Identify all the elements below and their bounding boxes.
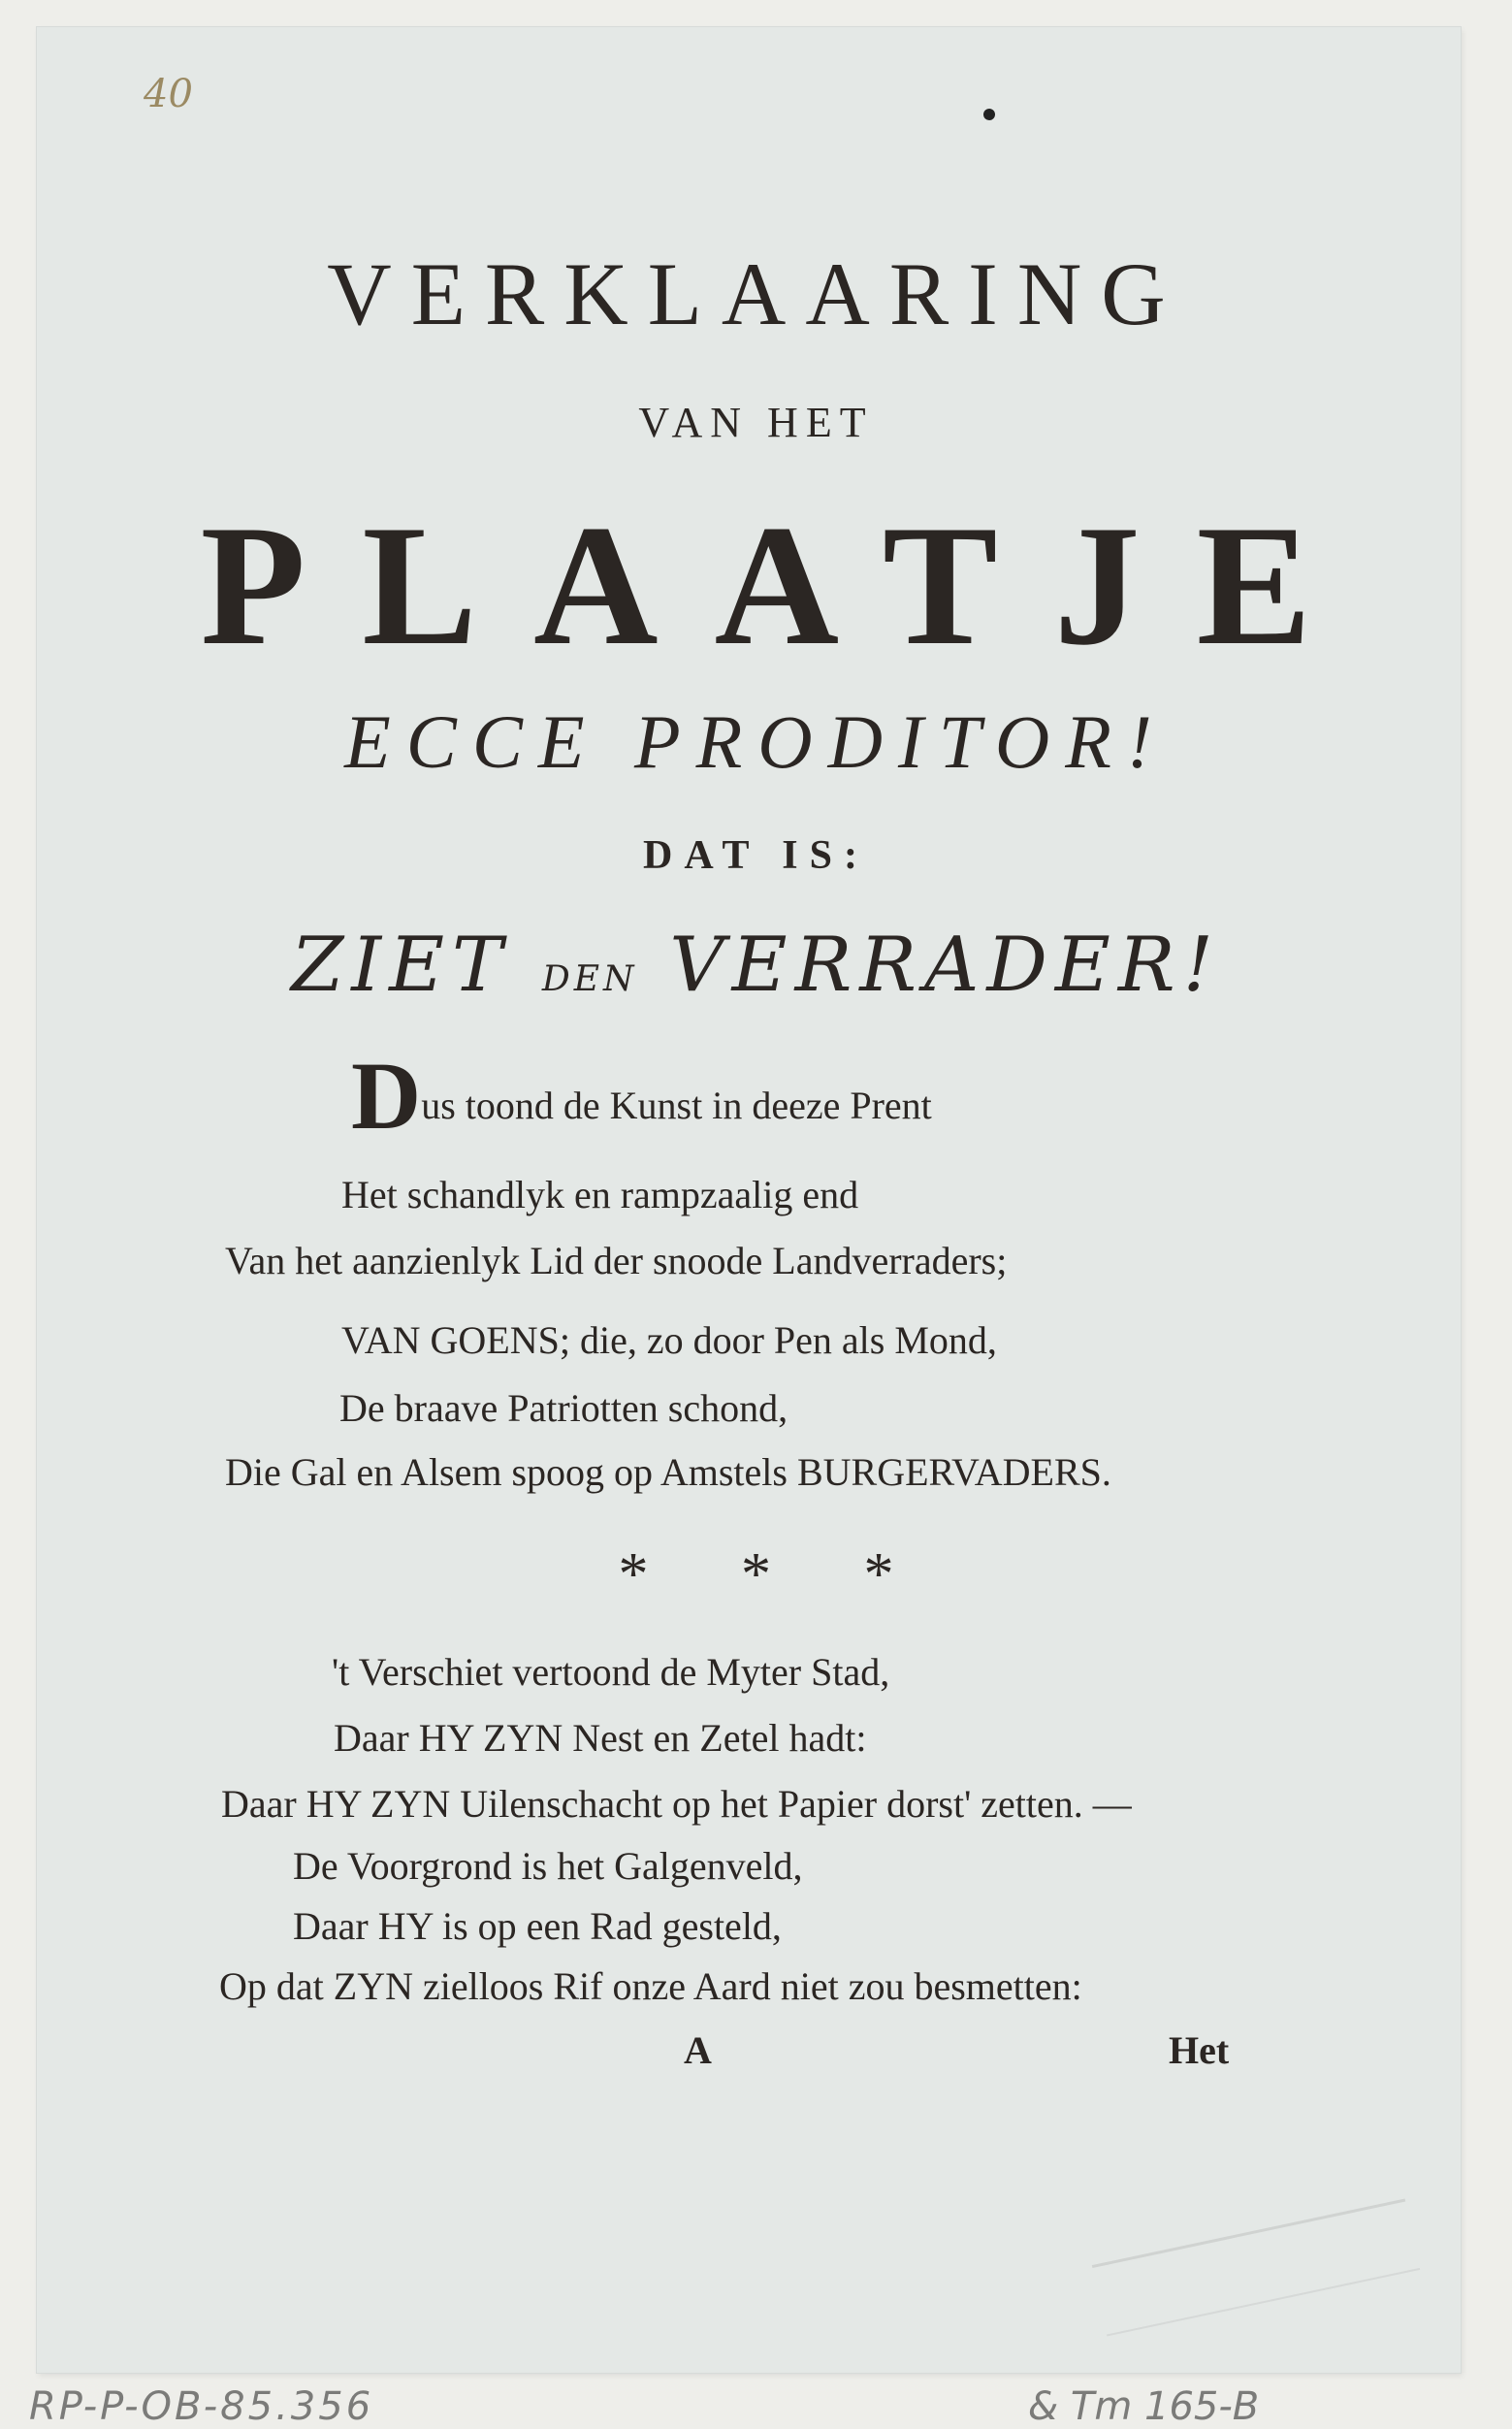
stanza-1-line-2: Het schandlyk en rampzaalig end xyxy=(341,1173,859,1216)
stanza-1-line-4: VAN GOENS; die, zo door Pen als Mond, xyxy=(341,1318,997,1362)
title-ziet: ZIET xyxy=(291,922,511,1009)
page-number: 40 xyxy=(144,72,193,116)
stanza-2-line-3: Daar HY ZYN Uilenschacht op het Papier dorst' zetten. — xyxy=(221,1782,1132,1826)
signature-mark: A xyxy=(684,2028,712,2072)
stanza-2-line-4: De Voorgrond is het Galgenveld, xyxy=(293,1844,803,1888)
stanza-2-line-1: 't Verschiet vertoond de Myter Stad, xyxy=(332,1650,890,1694)
stanza-2-line-6: Op dat ZYN zielloos Rif onze Aard niet zou besmetten: xyxy=(219,1964,1082,2008)
stanza-2-line-5: Daar HY is op een Rad gesteld, xyxy=(293,1904,782,1948)
stanza-2-line-2: Daar HY ZYN Nest en Zetel hadt: xyxy=(334,1716,867,1760)
title-van-het: VAN HET xyxy=(638,399,874,446)
title-verrader: VERRADER! xyxy=(669,922,1221,1009)
title-den: DEN xyxy=(541,959,638,999)
stanza-1-line-1: Dus toond de Kunst in deeze Prent xyxy=(351,1042,932,1150)
drop-cap: D xyxy=(351,1042,422,1150)
catchword: Het xyxy=(1169,2028,1230,2072)
ink-dot xyxy=(983,109,995,120)
title-verklaaring: VERKLAARING xyxy=(327,244,1185,343)
stanza-1-line-5: De braave Patriotten schond, xyxy=(339,1386,788,1430)
stanza-1-line-3: Van het aanzienlyk Lid der snoode Landverraders; xyxy=(225,1239,1008,1282)
inventory-number-left: RP-P-OB-85.356 xyxy=(29,2384,374,2429)
title-ziet-den-verrader xyxy=(0,922,1512,1009)
title-plaatje: PLAATJE xyxy=(200,489,1368,681)
title-dat-is: DAT IS: xyxy=(643,833,869,878)
stanza-1-line-6: Die Gal en Alsem spoog op Amstels BURGERVADERS. xyxy=(225,1450,1111,1494)
inventory-number-right: & Tm 165-B xyxy=(1028,2384,1260,2429)
asterism-separator: * * * xyxy=(618,1541,933,1607)
title-ecce-proditor: ECCE PRODITOR! xyxy=(344,699,1168,784)
